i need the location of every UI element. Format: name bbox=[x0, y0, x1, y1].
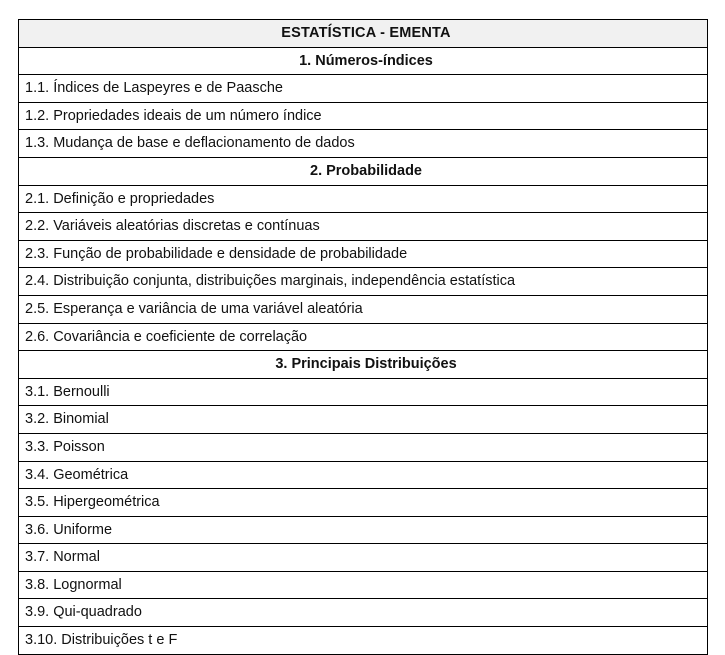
table-row bbox=[19, 516, 708, 544]
section-header-row bbox=[19, 157, 708, 185]
topic-cell: 3.1. Bernoulli bbox=[19, 378, 708, 406]
table-row bbox=[19, 268, 708, 296]
section-header-cell: 2. Probabilidade bbox=[19, 157, 708, 185]
section-header-row bbox=[19, 47, 708, 75]
topic-cell: 3.8. Lognormal bbox=[19, 571, 708, 599]
table-row bbox=[19, 240, 708, 268]
topic-cell: 2.6. Covariância e coeficiente de correlação bbox=[19, 323, 708, 351]
topic-cell: 2.5. Esperança e variância de uma variável aleatória bbox=[19, 295, 708, 323]
table-row bbox=[19, 433, 708, 461]
topic-cell: 1.3. Mudança de base e deflacionamento de dados bbox=[19, 130, 708, 158]
topic-cell: 3.5. Hipergeométrica bbox=[19, 489, 708, 517]
table-row bbox=[19, 489, 708, 517]
table-row bbox=[19, 185, 708, 213]
table-row bbox=[19, 75, 708, 103]
syllabus-table bbox=[18, 19, 708, 655]
document-title-cell: ESTATÍSTICA - EMENTA bbox=[19, 20, 708, 48]
section-header-cell: 3. Principais Distribuições bbox=[19, 351, 708, 379]
topic-cell: 2.2. Variáveis aleatórias discretas e contínuas bbox=[19, 213, 708, 241]
table-row bbox=[19, 213, 708, 241]
topic-cell: 3.10. Distribuições t e F bbox=[19, 627, 708, 655]
table-row bbox=[19, 544, 708, 572]
table-row bbox=[19, 461, 708, 489]
topic-cell: 3.9. Qui-quadrado bbox=[19, 599, 708, 627]
section-header-cell: 1. Números-índices bbox=[19, 47, 708, 75]
topic-cell: 2.3. Função de probabilidade e densidade de probabilidade bbox=[19, 240, 708, 268]
topic-cell: 2.4. Distribuição conjunta, distribuições marginais, independência estatística bbox=[19, 268, 708, 296]
table-row bbox=[19, 406, 708, 434]
topic-cell: 3.4. Geométrica bbox=[19, 461, 708, 489]
table-row bbox=[19, 627, 708, 655]
table-row bbox=[19, 295, 708, 323]
topic-cell: 3.3. Poisson bbox=[19, 433, 708, 461]
topic-cell: 2.1. Definição e propriedades bbox=[19, 185, 708, 213]
section-header-row bbox=[19, 351, 708, 379]
table-row bbox=[19, 130, 708, 158]
topic-cell: 3.6. Uniforme bbox=[19, 516, 708, 544]
topic-cell: 1.1. Índices de Laspeyres e de Paasche bbox=[19, 75, 708, 103]
topic-cell: 1.2. Propriedades ideais de um número índice bbox=[19, 102, 708, 130]
topic-cell: 3.7. Normal bbox=[19, 544, 708, 572]
syllabus-table-body bbox=[19, 20, 708, 655]
table-row bbox=[19, 571, 708, 599]
topic-cell: 3.2. Binomial bbox=[19, 406, 708, 434]
table-row bbox=[19, 102, 708, 130]
table-row bbox=[19, 599, 708, 627]
table-row bbox=[19, 378, 708, 406]
table-title-row bbox=[19, 20, 708, 48]
table-row bbox=[19, 323, 708, 351]
